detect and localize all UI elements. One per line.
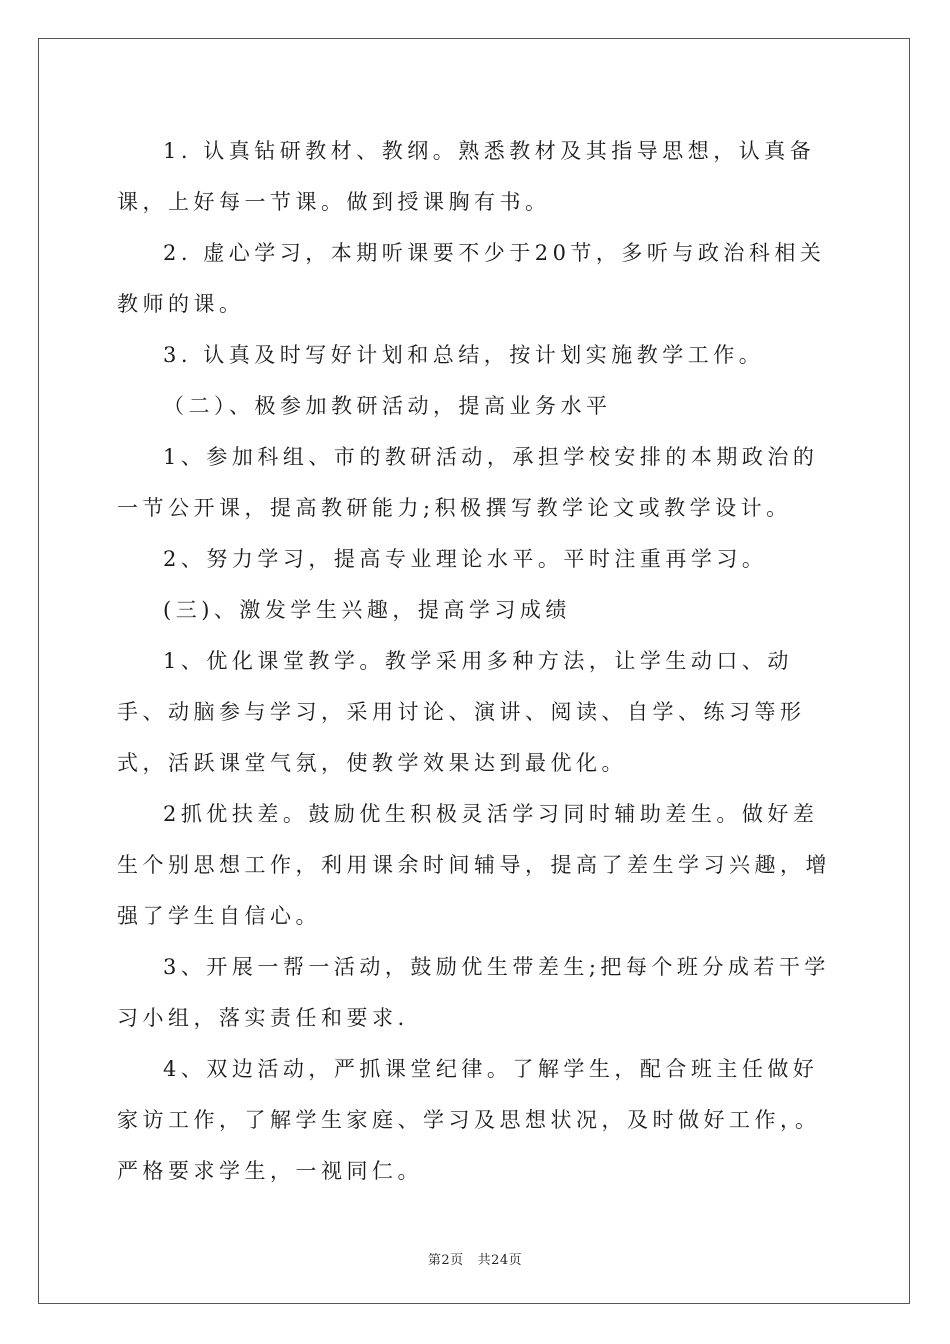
paragraph-4: 1、参加科组、市的教研活动，承担学校安排的本期政治的一节公开课，提高教研能力;积极撰写教学论文或教学设计。: [117, 445, 819, 520]
paragraph-9: 4、双边活动，严抓课堂纪律。了解学生，配合班主任做好家访工作，了解学生家庭、学习及思想状况，及时做好工作，。严格要求学生，一视同仁。: [117, 1057, 821, 1183]
page-number: 第2页: [427, 1253, 464, 1268]
paragraph-3: 3. 认真及时写好计划和总结，按计划实施教学工作。: [163, 343, 765, 367]
section-heading-2: （二）、极参加教研活动，提高业务水平: [163, 394, 612, 418]
paragraph-7: 2抓优扶差。鼓励优生积极灵活学习同时辅助差生。做好差生个别思想工作，利用课余时间辅导，提高了差生学习兴趣，增强了学生自信心。: [117, 802, 831, 928]
section-heading-3: (三)、激发学生兴趣，提高学习成绩: [163, 598, 571, 622]
paragraph-8: 3、开展一帮一活动，鼓励优生带差生;把每个班分成若干学习小组，落实责任和要求.: [117, 955, 830, 1030]
paragraph-5: 2、努力学习，提高专业理论水平。平时注重再学习。: [163, 547, 768, 571]
paragraph-6: 1、优化课堂教学。教学采用多种方法，让学生动口、动手、动脑参与学习，采用讨论、演讲、阅读、自学、练习等形式，活跃课堂气氛，使教学效果达到最优化。: [117, 649, 806, 775]
paragraph-2: 2. 虚心学习，本期听课要不少于20节，多听与政治科相关教师的课。: [117, 241, 826, 316]
paragraph-1: 1. 认真钻研教材、教纲。熟悉教材及其指导思想，认真备课，上好每一节课。做到授课胸有书。: [117, 139, 816, 214]
document-body: [117, 126, 837, 1197]
page-footer: [0, 1249, 950, 1268]
page-total: 共24页: [477, 1253, 523, 1268]
